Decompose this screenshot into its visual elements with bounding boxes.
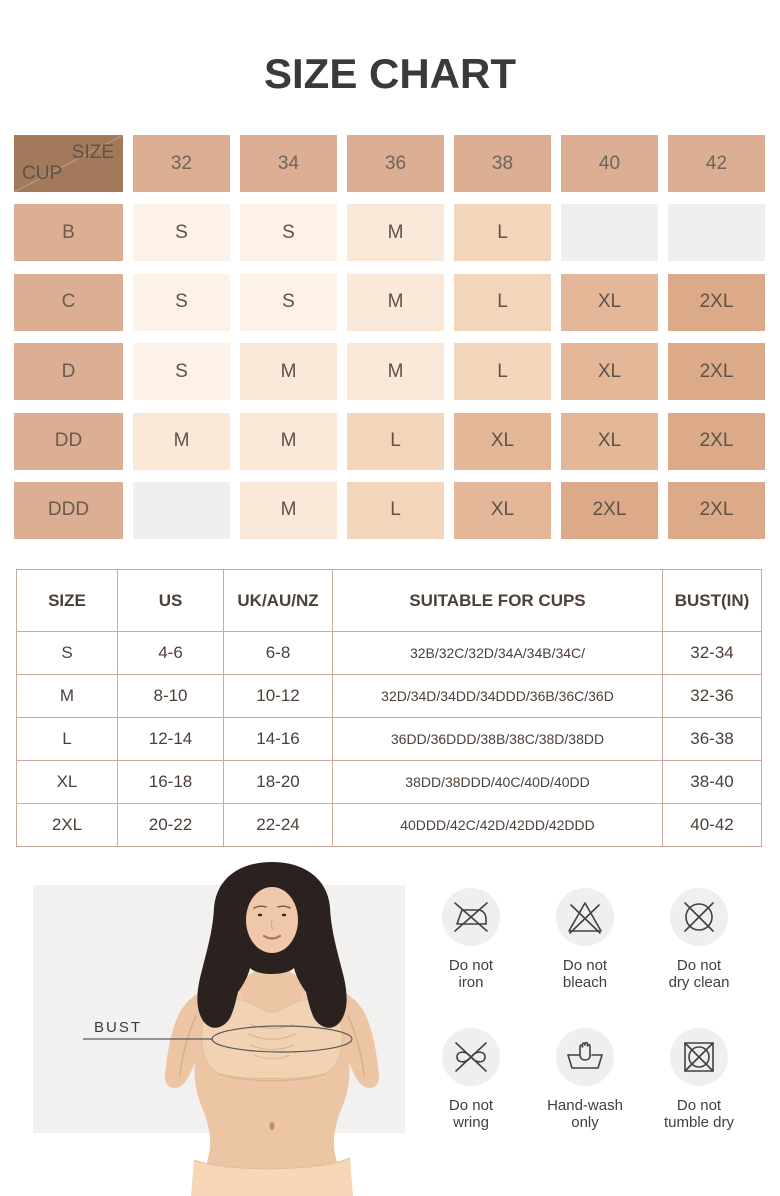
band-size-header-32: 32 bbox=[133, 135, 230, 192]
grid-cell-DD-38: XL bbox=[454, 413, 551, 470]
do-not-wring-icon bbox=[449, 1035, 493, 1079]
grid-cell-C-42: 2XL bbox=[668, 274, 765, 331]
cell-S-us: 4-6 bbox=[118, 632, 224, 675]
cup-label-C: C bbox=[14, 274, 123, 331]
size-table-row-2XL bbox=[17, 804, 762, 847]
header-suitable-for-cups: SUITABLE FOR CUPS bbox=[333, 570, 663, 632]
cell-M-us: 8-10 bbox=[118, 675, 224, 718]
care-item-do-not-wring bbox=[414, 1028, 528, 1159]
cell-2XL-size: 2XL bbox=[17, 804, 118, 847]
grid-cell-DDD-34: M bbox=[240, 482, 337, 539]
cell-S-uk-au-nz: 6-8 bbox=[224, 632, 333, 675]
grid-cell-DDD-36: L bbox=[347, 482, 444, 539]
care-instructions bbox=[414, 888, 758, 1159]
page-title: SIZE CHART bbox=[264, 50, 516, 97]
care-label-line: Do not bbox=[676, 957, 722, 974]
cup-size-corner-cell bbox=[14, 135, 123, 192]
grid-cell-D-42: 2XL bbox=[668, 343, 765, 400]
grid-cell-DDD-42: 2XL bbox=[668, 482, 765, 539]
cup-size-grid bbox=[14, 135, 765, 539]
band-size-header-40: 40 bbox=[561, 135, 658, 192]
size-table-header-row bbox=[17, 570, 762, 632]
care-label-line: Do not bbox=[562, 957, 608, 974]
cell-L-bust: 36-38 bbox=[663, 718, 762, 761]
cup-label-B: B bbox=[14, 204, 123, 261]
cell-M-uk-au-nz: 10-12 bbox=[224, 675, 333, 718]
care-label-line: Hand-wash bbox=[547, 1097, 623, 1114]
left-eye bbox=[258, 914, 262, 917]
care-label-line: wring bbox=[453, 1114, 489, 1131]
grid-cell-DD-36: L bbox=[347, 413, 444, 470]
grid-cell-D-34: M bbox=[240, 343, 337, 400]
band-size-header-42: 42 bbox=[668, 135, 765, 192]
care-label-line: bleach bbox=[562, 974, 608, 991]
do-not-iron-icon bbox=[449, 895, 493, 939]
size-table-row-XL bbox=[17, 761, 762, 804]
cell-XL-size: XL bbox=[17, 761, 118, 804]
grid-cell-DDD-38: XL bbox=[454, 482, 551, 539]
care-item-do-not-bleach bbox=[528, 888, 642, 1019]
care-item-hand-wash-only bbox=[528, 1028, 642, 1159]
cell-M-size: M bbox=[17, 675, 118, 718]
bust-measurement-illustration bbox=[10, 856, 450, 1196]
band-size-header-38: 38 bbox=[454, 135, 551, 192]
grid-cell-B-34: S bbox=[240, 204, 337, 261]
header-uk-au-nz: UK/AU/NZ bbox=[224, 570, 333, 632]
do-not-bleach-icon bbox=[563, 895, 607, 939]
cell-L-size: L bbox=[17, 718, 118, 761]
size-table-row-S bbox=[17, 632, 762, 675]
grid-cell-DD-32: M bbox=[133, 413, 230, 470]
care-label-line: tumble dry bbox=[663, 1114, 735, 1131]
grid-cell-D-38: L bbox=[454, 343, 551, 400]
grid-cell-B-38: L bbox=[454, 204, 551, 261]
care-label-line: only bbox=[571, 1114, 599, 1131]
cell-L-uk-au-nz: 14-16 bbox=[224, 718, 333, 761]
grid-cell-DDD-40: 2XL bbox=[561, 482, 658, 539]
hand-wash-only-icon bbox=[563, 1035, 607, 1079]
cell-XL-cups: 38DD/38DDD/40C/40D/40DD bbox=[333, 761, 663, 804]
cup-label-DDD: DDD bbox=[14, 482, 123, 539]
grid-cell-C-40: XL bbox=[561, 274, 658, 331]
grid-cell-D-32: S bbox=[133, 343, 230, 400]
band-size-header-36: 36 bbox=[347, 135, 444, 192]
grid-cell-DD-42: 2XL bbox=[668, 413, 765, 470]
cell-M-cups: 32D/34D/34DD/34DDD/36B/36C/36D bbox=[333, 675, 663, 718]
cell-2XL-bust: 40-42 bbox=[663, 804, 762, 847]
grid-cell-B-42 bbox=[668, 204, 765, 261]
header-bust-in: BUST(IN) bbox=[663, 570, 762, 632]
grid-cell-D-40: XL bbox=[561, 343, 658, 400]
cell-L-cups: 36DD/36DDD/38B/38C/38D/38DD bbox=[333, 718, 663, 761]
size-table-row-M bbox=[17, 675, 762, 718]
cup-label-DD: DD bbox=[14, 413, 123, 470]
care-label-line: dry clean bbox=[668, 974, 730, 991]
grid-cell-C-34: S bbox=[240, 274, 337, 331]
care-item-do-not-iron bbox=[414, 888, 528, 1019]
grid-cell-DD-40: XL bbox=[561, 413, 658, 470]
do-not-dry-clean-icon bbox=[677, 895, 721, 939]
corner-size-label: SIZE bbox=[71, 142, 114, 163]
cell-XL-bust: 38-40 bbox=[663, 761, 762, 804]
bust-label: BUST bbox=[94, 1019, 143, 1036]
grid-cell-C-36: M bbox=[347, 274, 444, 331]
header-size: SIZE bbox=[17, 570, 118, 632]
grid-cell-B-32: S bbox=[133, 204, 230, 261]
cell-S-size: S bbox=[17, 632, 118, 675]
cup-label-D: D bbox=[14, 343, 123, 400]
cell-L-us: 12-14 bbox=[118, 718, 224, 761]
care-label-line: iron bbox=[458, 974, 484, 991]
care-label-line: Do not bbox=[448, 1097, 494, 1114]
care-label-line: Do not bbox=[448, 957, 494, 974]
cell-XL-us: 16-18 bbox=[118, 761, 224, 804]
header-us: US bbox=[118, 570, 224, 632]
cell-2XL-uk-au-nz: 22-24 bbox=[224, 804, 333, 847]
grid-cell-C-38: L bbox=[454, 274, 551, 331]
care-item-do-not-tumble-dry bbox=[642, 1028, 756, 1159]
size-table-row-L bbox=[17, 718, 762, 761]
care-label-line: Do not bbox=[676, 1097, 722, 1114]
cell-2XL-us: 20-22 bbox=[118, 804, 224, 847]
right-eye bbox=[282, 914, 286, 917]
band-size-header-34: 34 bbox=[240, 135, 337, 192]
grid-cell-B-40 bbox=[561, 204, 658, 261]
cell-2XL-cups: 40DDD/42C/42D/42DD/42DDD bbox=[333, 804, 663, 847]
grid-cell-DDD-32 bbox=[133, 482, 230, 539]
cell-XL-uk-au-nz: 18-20 bbox=[224, 761, 333, 804]
corner-cup-label: CUP bbox=[22, 163, 63, 184]
do-not-tumble-dry-icon bbox=[677, 1035, 721, 1079]
grid-cell-C-32: S bbox=[133, 274, 230, 331]
cell-S-bust: 32-34 bbox=[663, 632, 762, 675]
cell-S-cups: 32B/32C/32D/34A/34B/34C/ bbox=[333, 632, 663, 675]
care-item-do-not-dry-clean bbox=[642, 888, 756, 1019]
cell-M-bust: 32-36 bbox=[663, 675, 762, 718]
navel bbox=[270, 1122, 275, 1130]
grid-cell-B-36: M bbox=[347, 204, 444, 261]
grid-cell-D-36: M bbox=[347, 343, 444, 400]
size-conversion-table bbox=[16, 569, 762, 847]
grid-cell-DD-34: M bbox=[240, 413, 337, 470]
